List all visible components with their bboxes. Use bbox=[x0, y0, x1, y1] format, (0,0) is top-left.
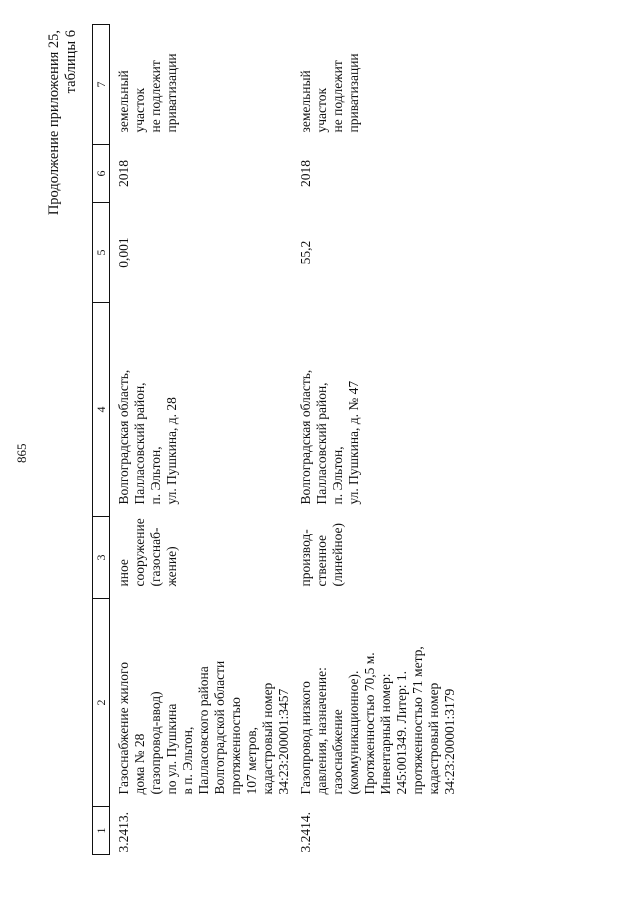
text-line: приватизации bbox=[346, 53, 361, 133]
text-line: иное bbox=[116, 559, 131, 587]
column-number: 5 bbox=[93, 203, 110, 303]
text-line: земельный bbox=[116, 70, 131, 133]
text-line: 34:23:200001:3457 bbox=[276, 688, 291, 795]
text-line: п. Эльтон, bbox=[330, 446, 345, 505]
text-line: кадастровый номер bbox=[260, 682, 275, 795]
row-description bbox=[110, 599, 293, 807]
text-line: Палласовский район, bbox=[132, 382, 147, 505]
row-id: 3.2413. bbox=[116, 812, 131, 853]
column-number: 4 bbox=[93, 303, 110, 517]
row-note bbox=[110, 25, 293, 145]
text-line: земельный bbox=[298, 70, 313, 133]
column-number: 2 bbox=[93, 599, 110, 807]
text-line: ственное bbox=[314, 534, 329, 587]
text-line: Волгоградская область, bbox=[298, 369, 313, 505]
row-address bbox=[292, 303, 458, 517]
row-value: 55,2 bbox=[298, 240, 313, 265]
text-line: участок bbox=[314, 87, 329, 133]
page-number: 865 bbox=[14, 443, 29, 463]
row-year: 2018 bbox=[298, 160, 313, 187]
row-value: 0,001 bbox=[116, 237, 131, 268]
text-line: (коммуникационное). bbox=[346, 670, 361, 795]
text-line: Волгоградская область, bbox=[116, 369, 131, 505]
text-line: давления, назначение: bbox=[314, 667, 329, 795]
text-line: (линейное) bbox=[330, 522, 345, 587]
text-line: Волгоградской области bbox=[212, 660, 227, 795]
text-line: Палласовский район, bbox=[314, 382, 329, 505]
column-number: 3 bbox=[93, 517, 110, 599]
text-line: в п. Эльтон, bbox=[180, 726, 195, 795]
property-table bbox=[92, 24, 458, 855]
text-line: Газоснабжение жилого bbox=[116, 662, 131, 795]
column-number-row bbox=[93, 25, 110, 855]
text-line: кадастровый номер bbox=[426, 682, 441, 795]
continuation-line-2: таблицы 6 bbox=[63, 30, 79, 94]
text-line: 34:23:200001:3179 bbox=[442, 688, 457, 795]
text-line: (газопровод-ввод) bbox=[148, 691, 163, 795]
row-type bbox=[110, 517, 293, 599]
text-line: сооружение bbox=[132, 518, 147, 587]
text-line: дома № 28 bbox=[132, 733, 147, 795]
continuation-line-1: Продолжение приложения 25, bbox=[46, 30, 62, 216]
text-line: протяженностью 71 метр, bbox=[410, 646, 425, 795]
text-line: не подлежит bbox=[148, 60, 163, 133]
continuation-note bbox=[46, 30, 80, 215]
text-line: жение) bbox=[164, 546, 179, 587]
text-line: газоснабжение bbox=[330, 709, 345, 795]
row-address bbox=[110, 303, 293, 517]
text-line: по ул. Пушкина bbox=[164, 703, 179, 795]
text-line: Палласовского района bbox=[196, 666, 211, 795]
text-line: п. Эльтон, bbox=[148, 446, 163, 505]
text-line: производ- bbox=[298, 529, 313, 587]
text-line: не подлежит bbox=[330, 60, 345, 133]
text-line: 107 метров, bbox=[244, 727, 259, 795]
row-type bbox=[292, 517, 458, 599]
table-row bbox=[292, 25, 458, 855]
text-line: Протяженностью 70,5 м. bbox=[362, 652, 377, 795]
table-row bbox=[110, 25, 293, 855]
row-note bbox=[292, 25, 458, 145]
text-line: ул. Пушкина, д. 28 bbox=[164, 397, 179, 505]
text-line: 245:001349. Литер: 1. bbox=[394, 670, 409, 795]
row-description bbox=[292, 599, 458, 807]
text-line: участок bbox=[132, 87, 147, 133]
column-number: 7 bbox=[93, 25, 110, 145]
text-line: Газопровод низкого bbox=[298, 681, 313, 795]
text-line: приватизации bbox=[164, 53, 179, 133]
text-line: ул. Пушкина, д. № 47 bbox=[346, 380, 361, 505]
text-line: (газоснаб- bbox=[148, 527, 163, 587]
column-number: 6 bbox=[93, 145, 110, 203]
text-line: протяженностью bbox=[228, 697, 243, 795]
text-line: Инвентарный номер: bbox=[378, 673, 393, 795]
row-id: 3.2414. bbox=[298, 812, 313, 853]
column-number: 1 bbox=[93, 807, 110, 855]
row-year: 2018 bbox=[116, 160, 131, 187]
